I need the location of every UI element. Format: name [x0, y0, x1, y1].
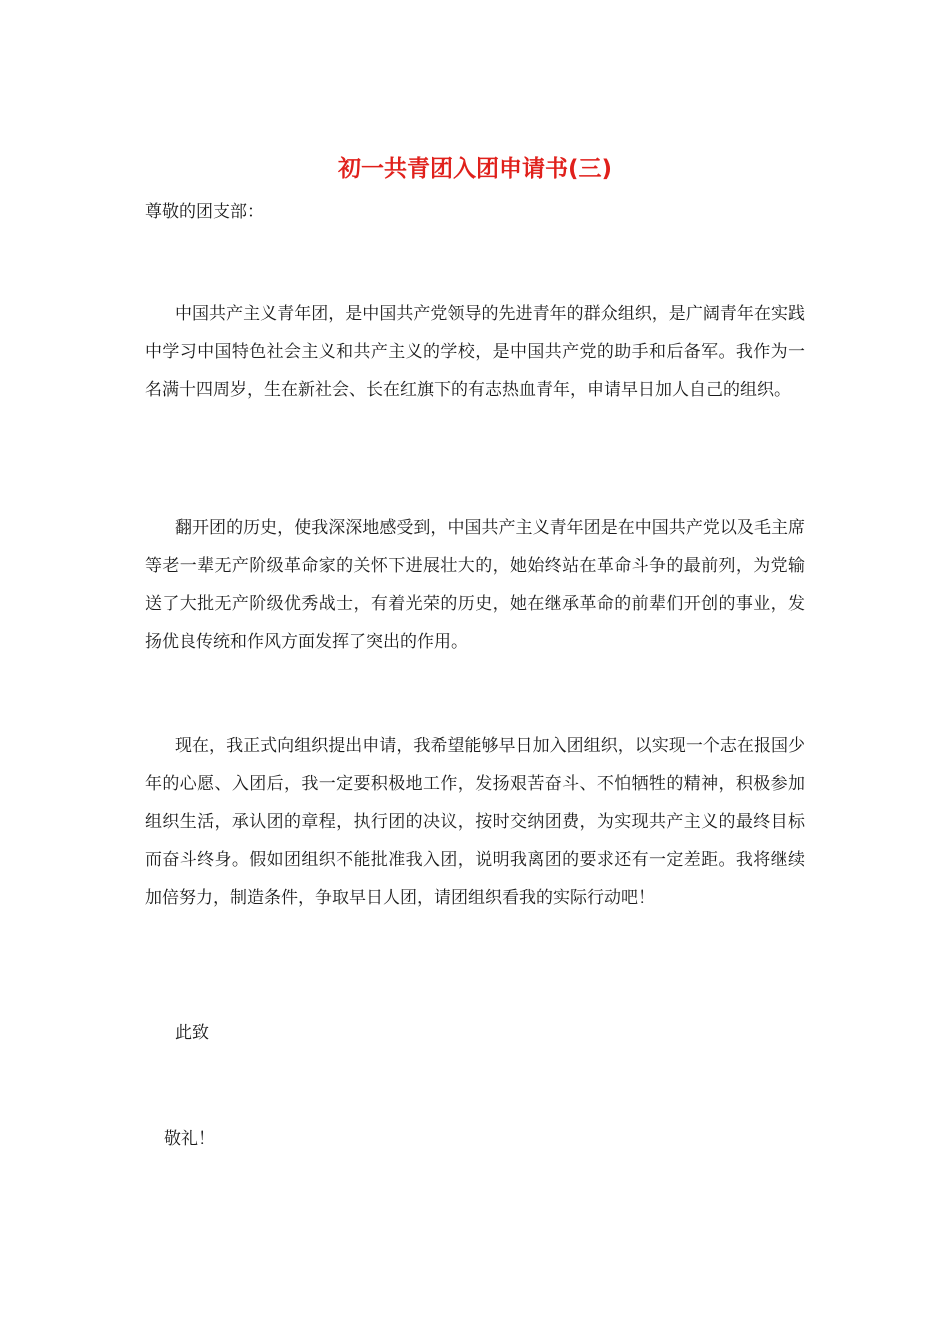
body-paragraph-2: 翻开团的历史，使我深深地感受到，中国共产主义青年团是在中国共产党以及毛主席等老一辈无产阶级革命家的关怀下进展壮大的，她始终站在革命斗争的最前列，为党输送了大批无产阶级优秀战士，有着光荣的历史，她在继承革命的前辈们开创的事业，发扬优良传统和作风方面发挥了突出的作用。 — [145, 518, 805, 652]
closing-salute: 敬礼！ — [164, 1129, 215, 1149]
body-paragraph-1: 中国共产主义青年团，是中国共产党领导的先进青年的群众组织，是广阔青年在实践中学习中国特色社会主义和共产主义的学校，是中国共产党的助手和后备军。我作为一名满十四周岁，生在新社会、长在红旗下的有志热血青年，申请早日加人自己的组织。 — [145, 304, 805, 400]
closing-greeting: 此致 — [175, 1023, 209, 1043]
body-paragraph-3: 现在，我正式向组织提出申请，我希望能够早日加入团组织，以实现一个志在报国少年的心愿、入团后，我一定要积极地工作，发扬艰苦奋斗、不怕牺牲的精神，积极参加组织生活，承认团的章程，执行团的决议，按时交纳团费，为实现共产主义的最终目标而奋斗终身。假如团组织不能批准我入团，说明我离团的要求还有一定差距。我将继续加倍努力，制造条件，争取早日人团，请团组织看我的实际行动吧！ — [145, 736, 805, 908]
document-title: 初一共青团入团申请书(三) — [337, 156, 613, 182]
salutation: 尊敬的团支部： — [145, 202, 264, 222]
